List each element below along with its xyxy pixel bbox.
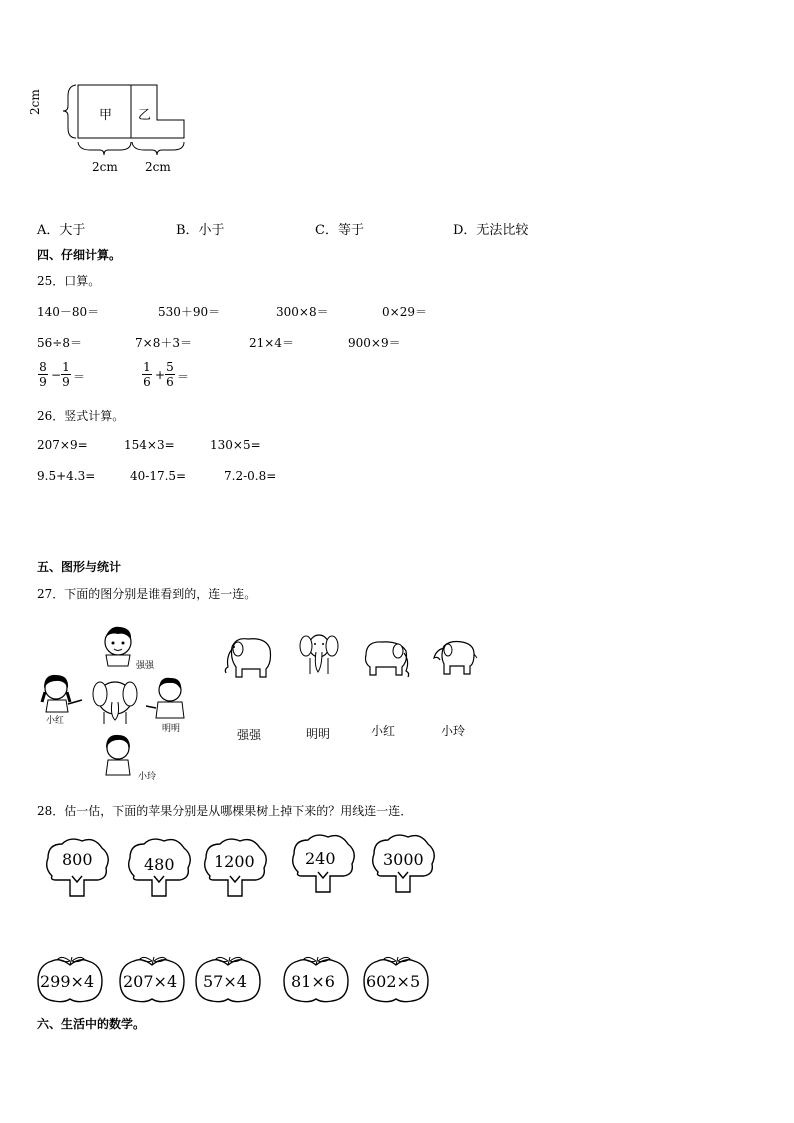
- frac2-eq: ＝: [177, 370, 190, 384]
- choice-c: C．等于: [315, 223, 364, 238]
- q25-r1-c4: 0×29＝: [382, 305, 427, 319]
- tree-value-3: 1200: [214, 852, 255, 871]
- xiaohong-figure: [42, 675, 82, 712]
- choice-d: D．无法比较: [453, 223, 529, 238]
- elephant-view-4: [430, 636, 478, 678]
- q26-r1-c2: 154×3=: [124, 438, 175, 452]
- person-label-mingming: 明明: [162, 724, 181, 734]
- apple-expr-3: 57×4: [203, 972, 247, 991]
- frac2-b: 5 6: [166, 360, 174, 389]
- section4-title: 四、仔细计算。: [37, 248, 122, 262]
- tree-1: [42, 838, 112, 903]
- person-label-xiaohong: 小红: [46, 716, 65, 726]
- tree-value-2: 480: [144, 855, 175, 874]
- people-elephant-scene: [40, 620, 200, 780]
- section6-title: 六、生活中的数学。: [37, 1017, 146, 1031]
- q26-r2-c2: 40-17.5=: [130, 469, 187, 483]
- q25-r2-c1: 56÷8＝: [37, 336, 82, 350]
- person-label-qiangqiang: 强强: [136, 661, 155, 671]
- q26-r1-c3: 130×5=: [210, 438, 261, 452]
- width-right-label: 2cm: [145, 160, 171, 174]
- area-figure: [40, 80, 200, 180]
- frac1-eq: ＝: [73, 370, 86, 384]
- q25-r1-c2: 530＋90＝: [158, 305, 221, 319]
- q26-title: 26．竖式计算。: [37, 409, 125, 423]
- frac2-op: +: [155, 368, 166, 382]
- width-left-label: 2cm: [92, 160, 118, 174]
- apple-expr-5: 602×5: [366, 972, 421, 991]
- q28-title: 28．估一估，下面的苹果分别是从哪棵果树上掉下来的？用线连一连．: [37, 804, 413, 818]
- q25-r1-c3: 300×8＝: [276, 305, 329, 319]
- elephant-center: [93, 682, 137, 724]
- tree-value-1: 800: [62, 850, 93, 869]
- height-label: 2cm: [28, 89, 42, 115]
- xiaoling-figure: [106, 735, 130, 775]
- name-bottom-4: 小玲: [441, 724, 466, 738]
- apple-expr-1: 299×4: [40, 972, 95, 991]
- tree-value-4: 240: [305, 849, 336, 868]
- q25-title: 25．口算。: [37, 274, 101, 288]
- q26-r2-c1: 9.5+4.3=: [37, 469, 96, 483]
- section5-title: 五、图形与统计: [37, 560, 122, 574]
- apple-expr-2: 207×4: [123, 972, 178, 991]
- tree-value-5: 3000: [383, 850, 424, 869]
- choice-b: B．小于: [176, 223, 225, 238]
- frac1-op: −: [51, 368, 62, 382]
- mingming-figure: [146, 678, 184, 718]
- choice-a: A．大于: [37, 223, 86, 238]
- elephant-view-3: [360, 637, 412, 679]
- q25-r2-c3: 21×4＝: [249, 336, 294, 350]
- label-yi: 乙: [138, 108, 152, 123]
- label-jia: 甲: [99, 108, 113, 123]
- qiangqiang-figure: [105, 627, 131, 666]
- q25-r1-c1: 140－80＝: [37, 305, 100, 319]
- apple-expr-4: 81×6: [291, 972, 335, 991]
- name-bottom-1: 强强: [237, 728, 262, 742]
- frac1-b: 1 9: [62, 360, 70, 389]
- q26-r2-c3: 7.2-0.8=: [224, 469, 277, 483]
- person-label-xiaoling: 小玲: [138, 772, 157, 782]
- elephant-view-2: [298, 630, 340, 680]
- name-bottom-3: 小红: [371, 724, 396, 738]
- elephant-view-1: [222, 635, 274, 680]
- q27-title: 27．下面的图分别是谁看到的，连一连。: [37, 587, 257, 601]
- q25-r2-c2: 7×8＋3＝: [135, 336, 192, 350]
- name-bottom-2: 明明: [306, 727, 331, 741]
- q25-r2-c4: 900×9＝: [348, 336, 401, 350]
- frac2-a: 1 6: [143, 360, 151, 389]
- frac1-a: 8 9: [39, 360, 47, 389]
- q26-r1-c1: 207×9=: [37, 438, 88, 452]
